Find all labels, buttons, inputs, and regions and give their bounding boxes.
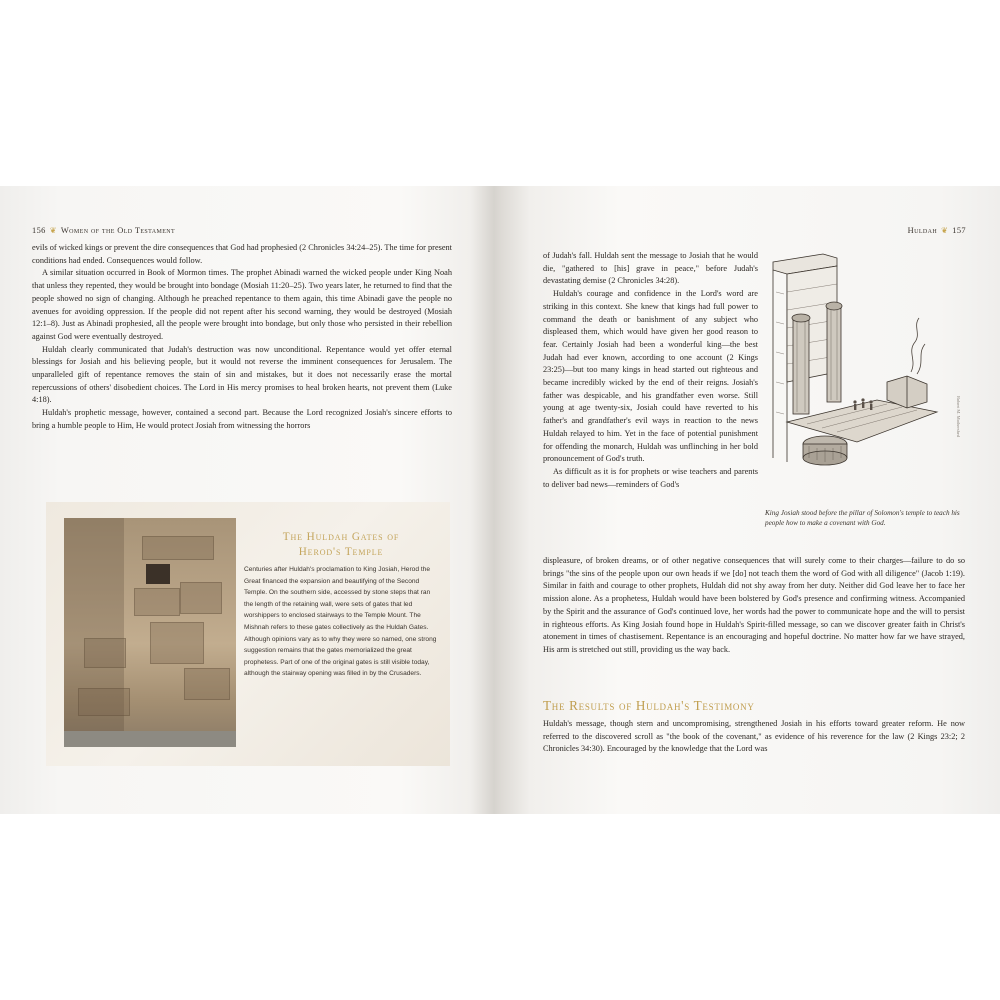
paragraph: Huldah clearly communicated that Judah's destruction was now unconditional. Repentance would yet offer eternal blessings for Josiah and his believing people, but it would not reverse the imminent consequences for Jerusalem. The unparalleled gift of repentance removes the stain of sin and mistakes, but it does not necessarily erase the mortal repercussions of others' disobedient choices. The Lord in His mercy promises to heal broken hearts, not prevent them (Luke 4:18). [32, 344, 452, 405]
huldah-gates-photo [64, 518, 236, 747]
paragraph: A similar situation occurred in Book of Mormon times. The prophet Abinadi warned the wicked people under King Noah that unless they repented, they would be brought into bondage (Mosiah 11:20–25). Two years later, he returned to find that the people showed no sign of changing. Although he preached repentance to them again, this time Abinadi gave the people no avenues for avoiding oppression. If the people did not repent after his second warning, they would be destroyed (Mosiah 12:1–8). Just as Abinadi prophesied, all the people were brought into bondage, but only those who persisted in their rebellion against God were eventually destroyed. [32, 268, 452, 341]
sidebar-text: Centuries after Huldah's proclamation to King Josiah, Herod the Great financed the expansion and beautifying of the Second Temple. On the southern side, accessed by stone steps that ran the length of the retaining wall, were sets of gates that led worshippers to enclosed stairways to the Temple Mount. The Mishnah refers to these gates collectively as the Huldah Gates. Although opinions vary as to why they were so named, one strong suggestion remains that the gates memorialized the great prophetess. Part of one of the original gates is still visible today, although the stairway opening was filled in by the Crusaders. [244, 566, 437, 678]
book-title: Women of the Old Testament [60, 226, 176, 235]
sidebar-title: The Huldah Gates of Herod's Temple [282, 531, 400, 558]
section-heading: The Results of Huldah's Testimony [543, 698, 755, 713]
paragraph: Huldah's prophetic message, however, contained a second part. Because the Lord recognized Josiah's sincere efforts to bring a humble people to Him, He would protect Josiah from witnessing the horrors [32, 408, 452, 430]
right-full-width-text [543, 555, 965, 657]
section-body-text [543, 718, 965, 756]
paragraph: Huldah's courage and confidence in the Lord's word are striking in this context. She knew that kings had full power to command the death or banishment of any subject who displeased them, which would have given her good reason to fear. Certainly Josiah had been a wonderful king—the best Judah had ever known, according to one account (2 Kings 23:25)—but too many kings in head started out righteous and became incredibly wicked by the end of their reigns. Josiah's father was despicable, and his grandfather even worse. Still young at age twenty-six, Josiah could have reverted to his father's and grandfather's evil ways in reaction to the news Huldah relayed to him. Yet in the face of potential punishment for offending the monarch, Huldah was unflinching in her bold pronouncement of God's truth. [543, 289, 758, 464]
paragraph: displeasure, of broken dreams, or of other negative consequences that will surely come to their charges—failure to do so brings "the sins of the people upon our own heads if we [do] not teach them the word of God with all diligence" (Jacob 1:19). Similar in faith and courage to other prophets, Huldah did not shy away from her duty. Neither did God leave her to face her mission alone. As a prophetess, Huldah would have been bolstered by God's presence and confirming witness. Accompanied by the Spirit and the assurance of God's continued love, her words had the power to communicate hope and the will to persist in righteous efforts. As King Josiah found hope in Huldah's Spirit-filled message, so can we discover greater faith in Christ's atonement in times of chastisement. Repentance is an encouraging and hopeful doctrine. No matter how far we have strayed, His arm is stretched out still, providing us the way back. [543, 556, 965, 654]
open-book-spread [0, 186, 1000, 814]
leaf-ornament-icon: ❦ [49, 226, 57, 235]
leaf-ornament-icon: ❦ [941, 226, 949, 235]
left-body-text [32, 242, 452, 433]
right-running-head [908, 226, 966, 235]
illustration-credit: Robert M. Mothershed [956, 396, 961, 438]
temple-pillar-illustration [767, 252, 957, 470]
right-page [503, 186, 1000, 814]
left-running-head [32, 226, 175, 235]
paragraph: evils of wicked kings or prevent the dire consequences that God had prophesied (2 Chronicles 34:24–25). The time for present conditions had ended. Consequences would follow. [32, 243, 452, 265]
chapter-title: Huldah [907, 226, 938, 235]
paragraph: Huldah's message, though stern and uncompromising, strengthened Josiah in his efforts toward greater reform. He now referred to the discovered scroll as "the book of the covenant," as evidence of his reverence for the law (2 Kings 23:2; 2 Chronicles 34:30). Encouraged by the knowledge that the Lord was [543, 719, 965, 754]
paragraph: of Judah's fall. Huldah sent the message to Josiah that he would die, "gathered to [his] grave in peace," before Judah's devastating demise (2 Chronicles 34:28). [543, 251, 758, 286]
left-page [0, 186, 497, 814]
paragraph: As difficult as it is for prophets or wise teachers and parents to deliver bad news—reminders of God's [543, 466, 758, 489]
huldah-gates-sidebar [46, 502, 450, 766]
left-page-number: 156 [32, 226, 46, 235]
figure-caption: King Josiah stood before the pillar of Solomon's temple to teach his people how to make a covenant with God. [765, 509, 960, 528]
right-page-number: 157 [952, 226, 966, 235]
right-column-text [543, 250, 758, 491]
